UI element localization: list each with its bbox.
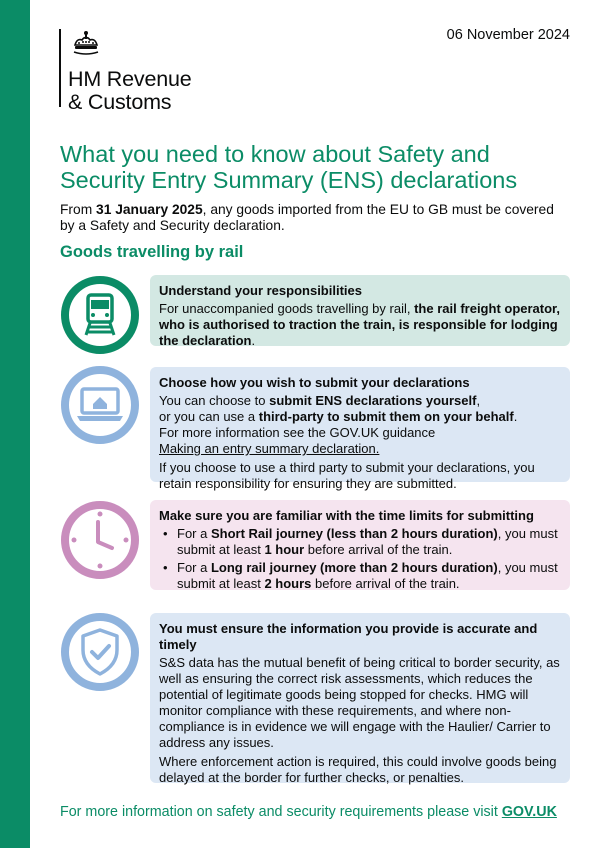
responsibilities-text: For unaccompanied goods travelling by rail, the rail freight operator, who is authorised to traction the train, is responsible for lodging the declaration. (159, 301, 561, 348)
submit-box (150, 367, 570, 491)
responsibilities-box (150, 275, 570, 346)
accuracy-text-1: S&S data has the mutual benefit of being critical to border security, as well as ensuring the correct risk assessments, which reduces the potential of legitimate goods being stopped for checks. HMG will monitor compliance with these requirements, and where non-compliance is in evidence we will engage with the Haulier/ Carrier to address any issues. (159, 655, 560, 750)
shield-check-icon (60, 612, 140, 692)
accuracy-text-2: Where enforcement action is required, this could involve goods being delayed at the border for further checks, or penalties. (159, 754, 557, 785)
logo-line-2: & Customs (68, 90, 172, 114)
section-subheading: Goods travelling by rail (60, 243, 244, 261)
intro-paragraph: From 31 January 2025, any goods imported from the EU to GB must be covered by a Safety and Security declaration. (60, 202, 554, 233)
accuracy-box (150, 613, 570, 783)
clock-icon (60, 500, 140, 580)
time-limits-list (159, 526, 561, 592)
submit-heading: Choose how you wish to submit your declarations (159, 375, 470, 390)
train-icon (60, 275, 140, 355)
footer-note: For more information on safety and security requirements please visit GOV.UK (60, 804, 557, 820)
logo-rule (59, 29, 61, 107)
page-title: What you need to know about Safety and Security Entry Summary (ENS) declarations (60, 141, 518, 193)
responsibilities-heading: Understand your responsibilities (159, 283, 362, 298)
crown-icon (71, 29, 101, 57)
laptop-icon (60, 365, 140, 445)
publication-date: 06 November 2024 (446, 27, 570, 43)
gov-uk-link[interactable]: GOV.UK (501, 804, 557, 820)
time-limits-heading: Make sure you are familiar with the time limits for submitting (159, 508, 534, 523)
intro-date: 31 January 2025 (96, 202, 203, 217)
logo-line-1: HM Revenue (68, 67, 192, 91)
third-party-note: If you choose to use a third party to submit your declarations, you retain responsibility for ensuring they are submitted. (159, 460, 535, 491)
list-item: • For a Short Rail journey (less than 2 hours duration), you must submit at least 1 hour before arrival of the train. (163, 526, 558, 557)
submit-text: You can choose to submit ENS declarations yourself, or you can use a third-party to submit them on your behalf. For more information see the GOV.UK guidance Making an entry summary declaration. (159, 393, 518, 456)
entry-summary-guidance-link[interactable]: Making an entry summary declaration. (159, 441, 380, 456)
left-green-stripe (0, 0, 30, 848)
accuracy-heading: You must ensure the information you provide is accurate and timely (159, 621, 538, 652)
time-limits-box (150, 500, 570, 590)
list-item: • For a Long rail journey (more than 2 hours duration), you must submit at least 2 hours before arrival of the train. (163, 560, 558, 591)
